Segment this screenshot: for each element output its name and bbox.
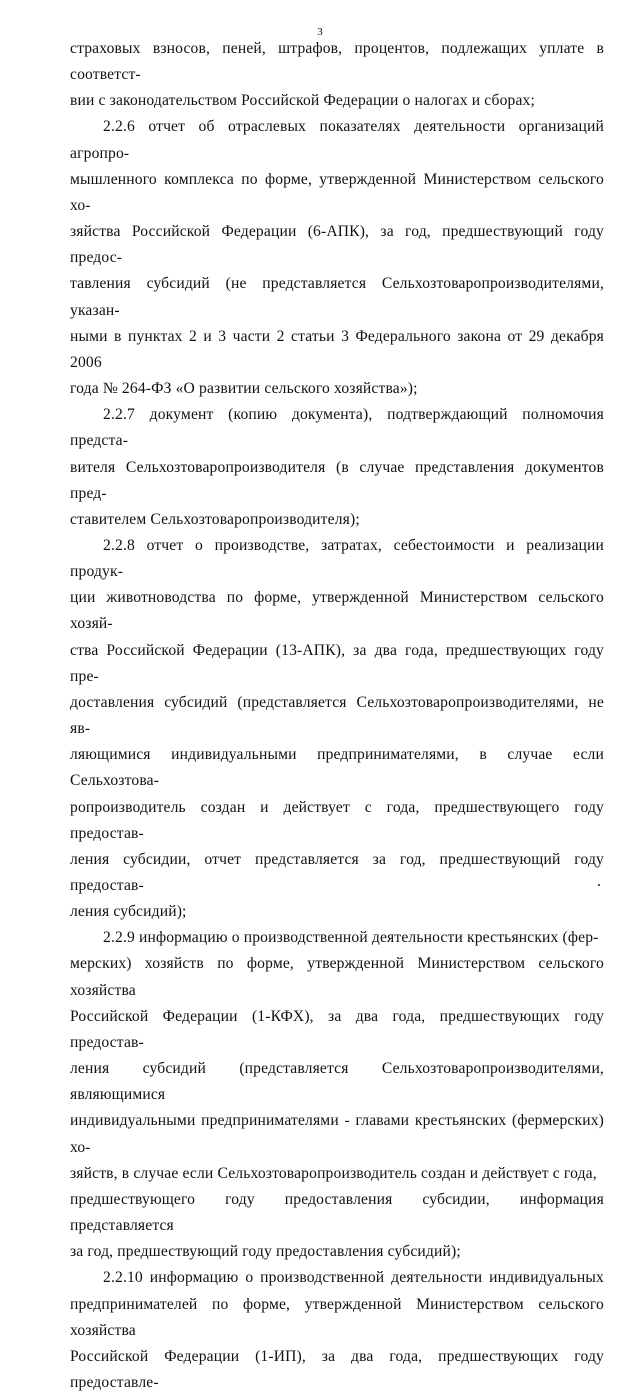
paragraph-item-2-2-6: 2.2.6 отчет об отраслевых показателях деятельности организаций агропро- мышленного комплекса по форме, утвержденной Министерством сельского хо- зяйства Российской Федерации (6-АПК), за год, предшествующий году предос- тавления субсидий (не представляется Сельхозтоваропроизводителями, указан- ными в пунктах 2 и 3 части 2 статьи 3 Федерального закона от 29 декабря 2006 года № 264-ФЗ «О развитии сельского хозяйства»);	[70, 118, 604, 398]
paragraph-item-2-2-7: 2.2.7 документ (копию документа), подтверждающий полномочия предста- вителя Сельхозтоваропроизводителя (в случае представления документов пред- ставителем Сельхозтоваропроизводителя);	[70, 406, 604, 528]
paragraph-item-2-2-10: 2.2.10 информацию о производственной деятельности индивидуальных предпринимателей по форме, утвержденной Министерством сельского хозяйства Российской Федерации (1-ИП), за два года, предшествующих году предоставле-	[70, 1269, 604, 1391]
scan-speck	[598, 884, 600, 886]
document-body	[70, 36, 604, 1396]
paragraph-item-2-2-8: 2.2.8 отчет о производстве, затратах, себестоимости и реализации продук- ции животноводства по форме, утвержденной Министерством сельского хозяй- ства Российской Федерации (13-АПК), за два года, предшествующих году пре- доставления субсидий (представляется Сельхозтоваропроизводителями, не яв- ляющимися индивидуальными предпринимателями, в случае если Сельхозтова- ропроизводитель создан и действует с года, предшествующего году предостав- ления субсидии, отчет представляется за год, предшествующий году предостав- ления субсидий);	[70, 536, 604, 921]
paragraph-continuation: страховых взносов, пеней, штрафов, процентов, подлежащих уплате в соответст- вии с законодательством Российской Федерации о налогах и сборах;	[70, 40, 604, 110]
paragraph-item-2-2-9: 2.2.9 информацию о производственной деятельности крестьянских (фер- мерских) хозяйств по форме, утвержденной Министерством сельского хозяйства Российской Федерации (1-КФХ), за два года, предшествующих году предостав- ления субсидий (представляется Сельхозтоваропроизводителями, являющимися индивидуальными предпринимателями - главами крестьянских (фермерских) хо- зяйств, в случае если Сельхозтоваропроизводитель создан и действует с года, предшествующего году предоставления субсидии, информация представляется за год, предшествующий году предоставления субсидий);	[70, 929, 604, 1261]
page-number: 3	[317, 26, 323, 38]
